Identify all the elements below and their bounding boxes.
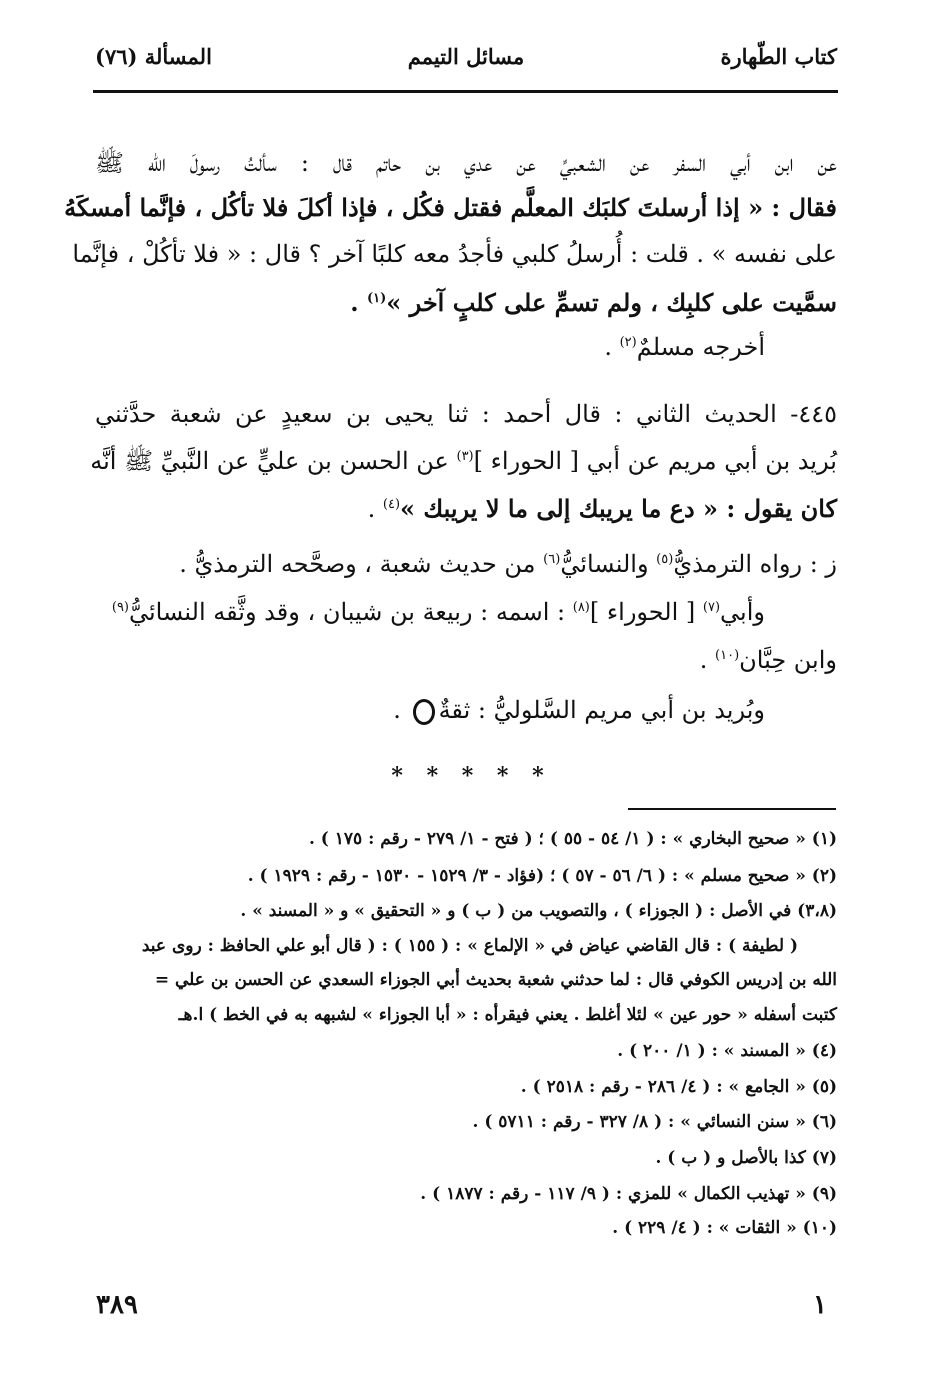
header-rule xyxy=(93,90,838,93)
text-span: . xyxy=(367,495,383,523)
footnote-note: الله بن إدريس الكوفي قال : لما حدثني شعبة بحديث أبي الجوزاء السعدي عن الحسن بن علي = xyxy=(154,970,837,990)
text-span: كان يقول : « دع ما يريبك إلى ما لا يريبك » xyxy=(400,494,837,523)
text-span: عن الحسن بن عليٍّ عن النَّبيِّ ﷺ أنَّه xyxy=(90,447,457,475)
footnote-ref: (٨) xyxy=(572,600,590,615)
text-line xyxy=(112,597,765,632)
text-span: [ الحوراء ] xyxy=(589,598,703,626)
text-line xyxy=(179,549,837,584)
footnote: (٩) « تهذيب الكمال » للمزي : ( ٩/ ١١٧ - رقم : ١٨٧٧ ) . xyxy=(420,1184,837,1204)
footnote-ref: (٣) xyxy=(456,449,474,464)
end-circle-icon xyxy=(413,699,435,725)
footnote-note: ( لطيفة ) : قال القاضي عياض في « الإلماع » : ( ١٥٥ ) : ( قال أبو علي الحافظ : روى عبد xyxy=(141,936,798,956)
text-line: فقال : « إذا أرسلتَ كلبَك المعلَّم فقتل فكُل ، فإذا أكلَ فلا تأكُل ، فإنَّما أمسكَهُ xyxy=(64,193,837,222)
footnote-rule xyxy=(628,808,836,810)
footnote-ref: (٥) xyxy=(656,552,674,567)
footnote: (٤) « المسند » : ( ١/ ٢٠٠ ) . xyxy=(617,1041,837,1061)
text-line: عن ابن أبي السفر عن الشعبيِّ عن عدي بن حاتم قال : سألتُ رسولَ الله ﷺ xyxy=(95,149,837,177)
footnote: (١) « صحيح البخاري » : ( ١/ ٥٤ - ٥٥ ) ؛ ( فتح - ١/ ٢٧٩ - رقم : ١٧٥ ) . xyxy=(308,829,837,849)
text-span: : اسمه : ربيعة بن شيبان ، وقد وثَّقه النسائيُّ xyxy=(129,598,573,626)
footnote-ref: (٢) xyxy=(619,335,637,350)
issue-number: المسألة (٧٦) xyxy=(95,44,212,69)
text-span: بُريد بن أبي مريم عن أبي [ الحوراء ] xyxy=(473,447,837,475)
footnote: (١٠) « الثقات » : ( ٤/ ٢٢٩ ) . xyxy=(612,1218,837,1238)
text-span: . xyxy=(699,646,716,674)
signature-mark: ١ xyxy=(813,1290,827,1320)
footnote: (٣،٨) في الأصل : ( الجوزاء ) ، والتصويب من ( ب ) و « التحقيق » و « المسند » . xyxy=(240,901,837,921)
chapter-title: مسائل التيمم xyxy=(407,44,525,69)
text-line xyxy=(700,645,837,680)
text-line: على نفسه » . قلت : أُرسلُ كلبي فأجدُ معه كلبًا آخر ؟ قال : « فلا تأكُلْ ، فإنَّما xyxy=(72,240,837,268)
running-header xyxy=(95,44,837,78)
text-span: وأبي xyxy=(720,598,765,626)
footnote: (٥) « الجامع » : ( ٤/ ٢٨٦ - رقم : ٢٥١٨ ) . xyxy=(520,1077,837,1097)
footnote-ref: (١٠) xyxy=(715,648,740,663)
text-span: . xyxy=(350,288,367,317)
footnote: (٢) « صحيح مسلم » : ( ٦/ ٥٦ - ٥٧ ) ؛ (فؤاد - ٣/ ١٥٢٩ - ١٥٣٠ - رقم : ١٩٢٩ ) . xyxy=(247,866,837,886)
footnote-ref: (٧) xyxy=(702,600,721,615)
text-line xyxy=(90,446,837,481)
text-span: وابن حِبَّان xyxy=(739,646,837,674)
section-separator: * * * * * xyxy=(391,763,552,789)
text-line xyxy=(368,494,837,529)
text-span: . xyxy=(604,333,620,361)
text-span: والنسائيُّ xyxy=(560,550,657,578)
footnote: (٦) « سنن النسائي » : ( ٨/ ٣٢٧ - رقم : ٥٧١١ ) . xyxy=(472,1112,837,1132)
footnote: (٧) كذا بالأصل و ( ب ) . xyxy=(655,1148,837,1168)
footnote-ref: (١) xyxy=(366,291,387,306)
hadith-heading: ٤٤٥- الحديث الثاني : قال أحمد : ثنا يحيى بن سعيدٍ عن شعبة حدَّثني xyxy=(95,400,837,428)
text-span: ز : رواه الترمذيُّ xyxy=(673,550,837,578)
text-line xyxy=(393,695,765,725)
book-title: كتاب الطّهارة xyxy=(720,44,837,69)
page-number: ٣٨٩ xyxy=(96,1290,138,1320)
text-line xyxy=(604,332,765,367)
footnote-ref: (٤) xyxy=(382,497,401,512)
footnote-note: كتبت أسفله « حور عين » لئلا أغلط . يعني فيقرأه : « أبا الجوزاء » لشبهه به في الخط ) ا.هـ xyxy=(178,1005,837,1025)
text-span: من حديث شعبة ، وصحَّحه الترمذيُّ . xyxy=(179,550,544,578)
text-span: أخرجه مسلمٌ xyxy=(636,333,765,361)
text-span: سمَّيت على كلبِك ، ولم تسمِّ على كلبٍ آخر » xyxy=(386,288,837,317)
text-span: . xyxy=(393,696,409,724)
text-span: وبُريد بن أبي مريم السَّلوليُّ : ثقةٌ xyxy=(438,696,765,724)
footnote-ref: (٩) xyxy=(111,600,129,615)
text-line xyxy=(350,288,837,323)
footnote-ref: (٦) xyxy=(543,552,561,567)
